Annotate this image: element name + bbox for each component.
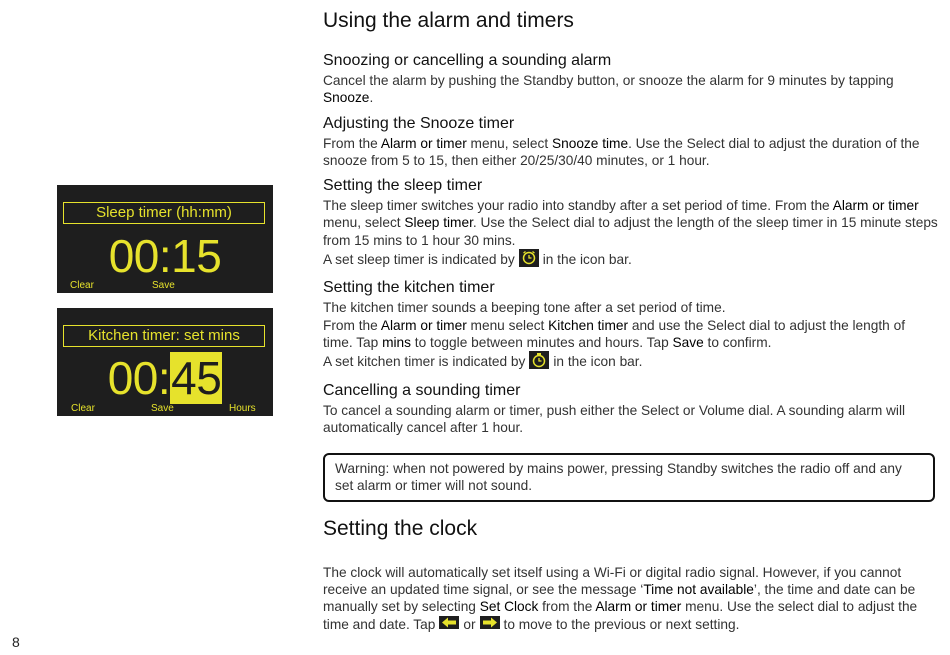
adjust-keyword-2: Snooze time [551,135,629,151]
clock-keyword-1: Time not available [643,582,754,598]
kitchen-keyword-4: Save [672,334,704,350]
sleep-text-2: menu, select [323,215,405,231]
clock-keyword-2: Set Clock [479,599,539,615]
snooze-heading: Snoozing or cancelling a sounding alarm [323,52,612,69]
kitchen-display-save: Save [151,403,174,414]
warning-box: Warning: when not powered by mains power, pressing Standby switches the radio off and any set alarm or timer will not sound. [323,453,935,502]
sleep-display-clear: Clear [70,280,94,291]
right-arrow-icon [480,616,500,633]
kitchen-text-5: to toggle between minutes and hours. Tap [411,334,673,350]
cancel-timer-section [323,380,935,437]
kitchen-text-8: in the icon bar. [553,354,643,370]
sleep-timer-display [57,185,273,293]
page-number: 8 [12,634,20,650]
kitchen-text-1: The kitchen timer sounds a beeping tone after a set period of time. [323,300,726,316]
sleep-display-save: Save [152,280,175,291]
snooze-text-1: Cancel the alarm by pushing the Standby button, or snooze the alarm for 9 minutes by tapping [323,73,894,88]
kitchen-keyword-2: Kitchen timer [548,317,629,333]
clock-text-1: The clock will automatically set itself using a Wi-Fi or digital radio signal. However, if you cannot receive an updated time signal, or see the message ‘ [323,564,902,598]
adjust-text-3: . Use the Select dial to adjust the duration of the snooze from 5 to 15, then either 20/25/30/40 minutes, or 1 hour. [323,135,920,168]
kitchen-display-value-prefix: 00: [107,352,171,404]
section-title-setting-clock: Setting the clock [323,516,478,540]
adjust-snooze-text [323,135,935,170]
sleep-text-1: The sleep timer switches your radio into standby after a set period of time. From the [323,198,833,214]
kitchen-display-value-highlight: 45 [171,352,222,404]
cancel-timer-text: To cancel a sounding alarm or timer, push either the Select or Volume dial. A sounding alarm will automatically cancel after 1 hour. [323,402,906,435]
snooze-section [323,50,935,107]
kitchen-keyword-3: mins [382,334,411,350]
clock-text-2: ’, the time and date can be manually set by selecting [323,582,916,615]
kitchen-timer-icon [529,351,549,373]
clock-text-6: to move to the previous or next setting. [503,616,740,632]
sleep-timer-heading: Setting the sleep timer [323,177,483,195]
setting-clock-text [323,564,935,634]
kitchen-display-value [57,353,273,403]
section-title-alarm-timers: Using the alarm and timers [323,9,574,32]
sleep-keyword-2: Sleep timer [404,215,473,231]
kitchen-text-3: menu select [466,317,549,333]
left-arrow-icon [439,616,459,633]
clock-text-5: or [463,616,476,632]
sleep-timer-icon [519,249,539,271]
sleep-keyword-1: Alarm or timer [832,198,919,214]
snooze-keyword: Snooze [323,90,370,106]
adjust-text-1: From the [323,135,381,151]
kitchen-keyword-1: Alarm or timer [380,317,467,333]
cancel-timer-heading: Cancelling a sounding timer [323,381,521,399]
adjust-text-2: menu, select [466,135,552,151]
sleep-text-4: A set sleep timer is indicated by [323,251,515,267]
sleep-display-value: 00:15 [108,230,222,282]
kitchen-text-7: A set kitchen timer is indicated by [323,354,526,370]
manual-content [323,6,938,634]
sleep-timer-section [323,175,938,271]
sleep-timer-text [323,197,943,271]
snooze-text [323,72,935,107]
snooze-text-2: . [369,90,374,106]
sleep-text-5: in the icon bar. [542,251,632,267]
kitchen-timer-heading: Setting the kitchen timer [323,279,495,297]
adjust-keyword-1: Alarm or timer [380,135,467,151]
kitchen-display-clear: Clear [71,403,95,414]
kitchen-timer-section [323,277,935,373]
sleep-display-title: Sleep timer (hh:mm) [63,202,265,224]
clock-text-4: menu. Use the select dial to adjust the time and date. Tap [323,599,918,632]
sleep-text-3: . Use the Select dial to adjust the length of the sleep timer in 15 minute steps from 15 mins to 1 hour 30 mins. [323,215,938,248]
kitchen-text-6: to confirm. [703,334,772,350]
kitchen-display-hours: Hours [229,403,256,414]
clock-keyword-3: Alarm or timer [595,599,682,615]
adjust-snooze-heading: Adjusting the Snooze timer [323,114,515,132]
kitchen-timer-display [57,308,273,416]
clock-text-3: from the [538,599,596,615]
adjust-snooze-section [323,113,935,170]
kitchen-text-2: From the [323,317,381,333]
kitchen-timer-text [323,299,935,373]
kitchen-display-title: Kitchen timer: set mins [63,325,265,347]
kitchen-text-4: and use the Select dial to adjust the length of time. Tap [323,317,906,350]
